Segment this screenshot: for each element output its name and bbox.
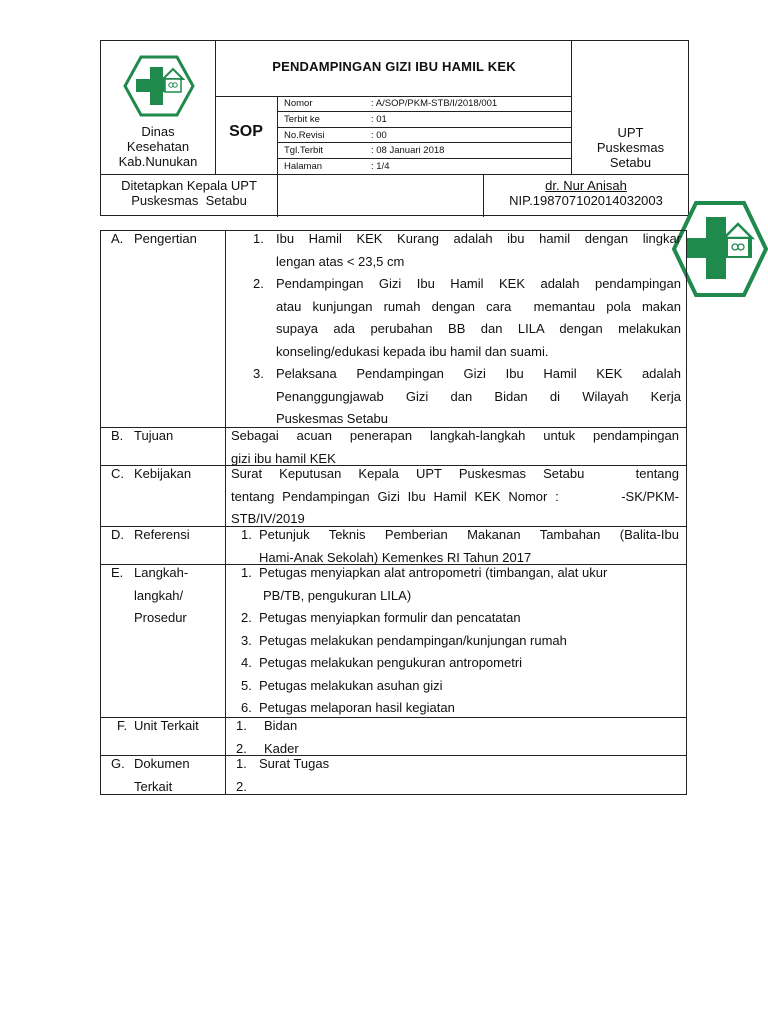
column-divider xyxy=(225,231,226,794)
section-name xyxy=(134,562,188,630)
list-number: 5. xyxy=(241,677,252,693)
list-number: 1. xyxy=(236,718,247,733)
list-number: 3. xyxy=(241,632,252,648)
text-line: tentang Pendampingan Gizi Ibu Hamil KEK Nomor : -SK/PKM- xyxy=(231,488,679,504)
text-line: lengan atas < 23,5 cm xyxy=(276,253,405,269)
list-item xyxy=(236,753,684,776)
text-line: STB/IV/2019 xyxy=(231,511,305,526)
list-number: 1. xyxy=(241,527,252,542)
org-line: Puskesmas xyxy=(596,140,665,155)
signer-name: dr. Nur Anisah xyxy=(545,178,627,193)
text-line: Surat Keputusan Kepala UPT Puskesmas Setabu tentang xyxy=(231,466,679,481)
text-line: Petugas melakukan pendampingan/kunjungan rumah xyxy=(259,632,567,648)
text-line: Pendampingan Gizi Ibu Hamil KEK adalah pendampingan xyxy=(276,276,681,291)
list-number: 1. xyxy=(253,231,264,246)
section-letter: C. xyxy=(111,466,124,481)
approver-line: Puskesmas Setabu xyxy=(131,193,247,208)
signer-nip: NIP.198707102014032003 xyxy=(509,193,663,208)
puskesmas-logo xyxy=(123,55,195,117)
list-number: 2. xyxy=(241,610,252,625)
list-item xyxy=(241,607,681,630)
section-name: Kebijakan xyxy=(134,466,192,481)
org-line: UPT xyxy=(617,125,644,140)
meta-value: : 00 xyxy=(371,130,387,141)
list-item xyxy=(241,675,681,698)
section-content-pengertian xyxy=(231,228,681,431)
text-line: Sebagai acuan penerapan langkah-langkah untuk pendampingan xyxy=(231,428,679,443)
text-line: PB/TB, pengukuran LILA) xyxy=(263,587,412,603)
section-letter: D. xyxy=(111,527,124,542)
section-name xyxy=(134,753,190,798)
section-content-prosedur xyxy=(241,562,681,720)
text-line: konseling/edukasi kepada ibu hamil dan suami. xyxy=(276,343,549,359)
text-line: Pelaksana Pendampingan Gizi Ibu Hamil KEK adalah xyxy=(276,366,681,381)
text-line: gizi ibu hamil KEK xyxy=(231,450,336,466)
list-number: 1. xyxy=(236,756,247,771)
meta-row-tgl xyxy=(277,142,572,159)
header-divider xyxy=(277,174,572,175)
section-name: Pengertian xyxy=(134,231,197,246)
list-number: 1. xyxy=(241,565,252,580)
label-line: langkah/ xyxy=(134,587,184,603)
list-item xyxy=(241,630,681,653)
text-line: Petugas menyiapkan formulir dan pencatatan xyxy=(259,610,521,625)
text-line: Puskesmas Setabu xyxy=(276,411,389,426)
text-line: Petugas melakukan asuhan gizi xyxy=(259,677,443,693)
meta-key: Nomor xyxy=(284,98,313,109)
signer-block xyxy=(483,178,689,208)
meta-key: Tgl.Terbit xyxy=(284,145,324,156)
org-line: Kab.Nunukan xyxy=(118,154,198,169)
list-item xyxy=(231,228,681,273)
approver-line: Ditetapkan Kepala UPT xyxy=(121,178,257,193)
org-line: Setabu xyxy=(609,155,652,170)
meta-value: : 08 Januari 2018 xyxy=(371,145,445,156)
text-line: Surat Tugas xyxy=(259,756,330,771)
list-item xyxy=(231,273,681,363)
org-line: Kesehatan xyxy=(126,139,190,154)
label-line: Prosedur xyxy=(134,610,187,625)
meta-row-halaman xyxy=(277,158,572,175)
meta-key: Terbit ke xyxy=(284,114,320,125)
sop-body-table xyxy=(100,230,687,795)
list-number: 2. xyxy=(236,740,247,756)
text-line: Penanggungjawab Gizi dan Bidan di Wilayah Kerja xyxy=(276,388,681,404)
document-title: PENDAMPINGAN GIZI IBU HAMIL KEK xyxy=(272,59,516,74)
meta-row-terbit xyxy=(277,111,572,128)
meta-key: Halaman xyxy=(284,161,323,172)
text-line: Hami-Anak Sekolah) Kemenkes RI Tahun 2017 xyxy=(259,549,532,565)
text-line: Kader xyxy=(264,740,299,756)
section-letter: F. xyxy=(117,718,128,733)
list-number: 3. xyxy=(253,366,264,381)
sop-header-table xyxy=(100,40,689,216)
list-number: 6. xyxy=(241,700,252,715)
label-line: Dokumen xyxy=(134,756,190,771)
text-line: atau kunjungan rumah dengan cara memantau pola makan xyxy=(276,298,681,314)
section-content-kebijakan xyxy=(231,463,679,531)
sop-label: SOP xyxy=(229,123,263,140)
org-line: Dinas xyxy=(141,124,175,139)
meta-key: No.Revisi xyxy=(284,130,325,141)
section-letter: A. xyxy=(111,231,124,246)
text-line: Petunjuk Teknis Pemberian Makanan Tambahan (Balita-Ibu xyxy=(259,527,679,542)
section-letter: G. xyxy=(111,756,125,771)
section-name: Unit Terkait xyxy=(134,718,199,733)
text-line: Bidan xyxy=(264,718,298,733)
label-line: Langkah- xyxy=(134,565,189,580)
meta-value: : 1/4 xyxy=(371,161,390,172)
text-line: Petugas menyiapkan alat antropometri (timbangan, alat ukur xyxy=(259,565,608,580)
text-line: supaya ada perubahan BB dan LILA dengan melakukan xyxy=(276,321,681,336)
text-line: Petugas melaporan hasil kegiatan xyxy=(259,700,455,715)
meta-value: : A/SOP/PKM-STB/I/2018/001 xyxy=(371,98,498,109)
org-left xyxy=(101,124,215,169)
section-content-dokumen-terkait xyxy=(236,753,684,798)
list-item xyxy=(236,715,684,738)
section-letter: E. xyxy=(111,565,124,580)
meta-value: : 01 xyxy=(371,114,387,125)
text-line: Ibu Hamil KEK Kurang adalah ibu hamil dengan lingkar xyxy=(276,231,681,246)
section-letter: B. xyxy=(111,428,124,443)
org-right xyxy=(572,125,689,170)
list-number: 2. xyxy=(253,276,264,291)
list-number: 4. xyxy=(241,655,252,670)
list-number: 2. xyxy=(236,778,247,794)
list-item xyxy=(241,562,681,607)
text-line: Petugas melakukan pengukuran antropometri xyxy=(259,655,523,670)
header-divider xyxy=(277,174,278,217)
approver-block xyxy=(101,178,277,208)
section-name: Tujuan xyxy=(134,428,174,443)
list-item xyxy=(241,652,681,675)
list-item xyxy=(231,363,681,431)
label-line: Terkait xyxy=(134,778,173,794)
section-name: Referensi xyxy=(134,527,190,542)
list-item xyxy=(236,776,684,798)
meta-row-nomor xyxy=(277,96,572,112)
